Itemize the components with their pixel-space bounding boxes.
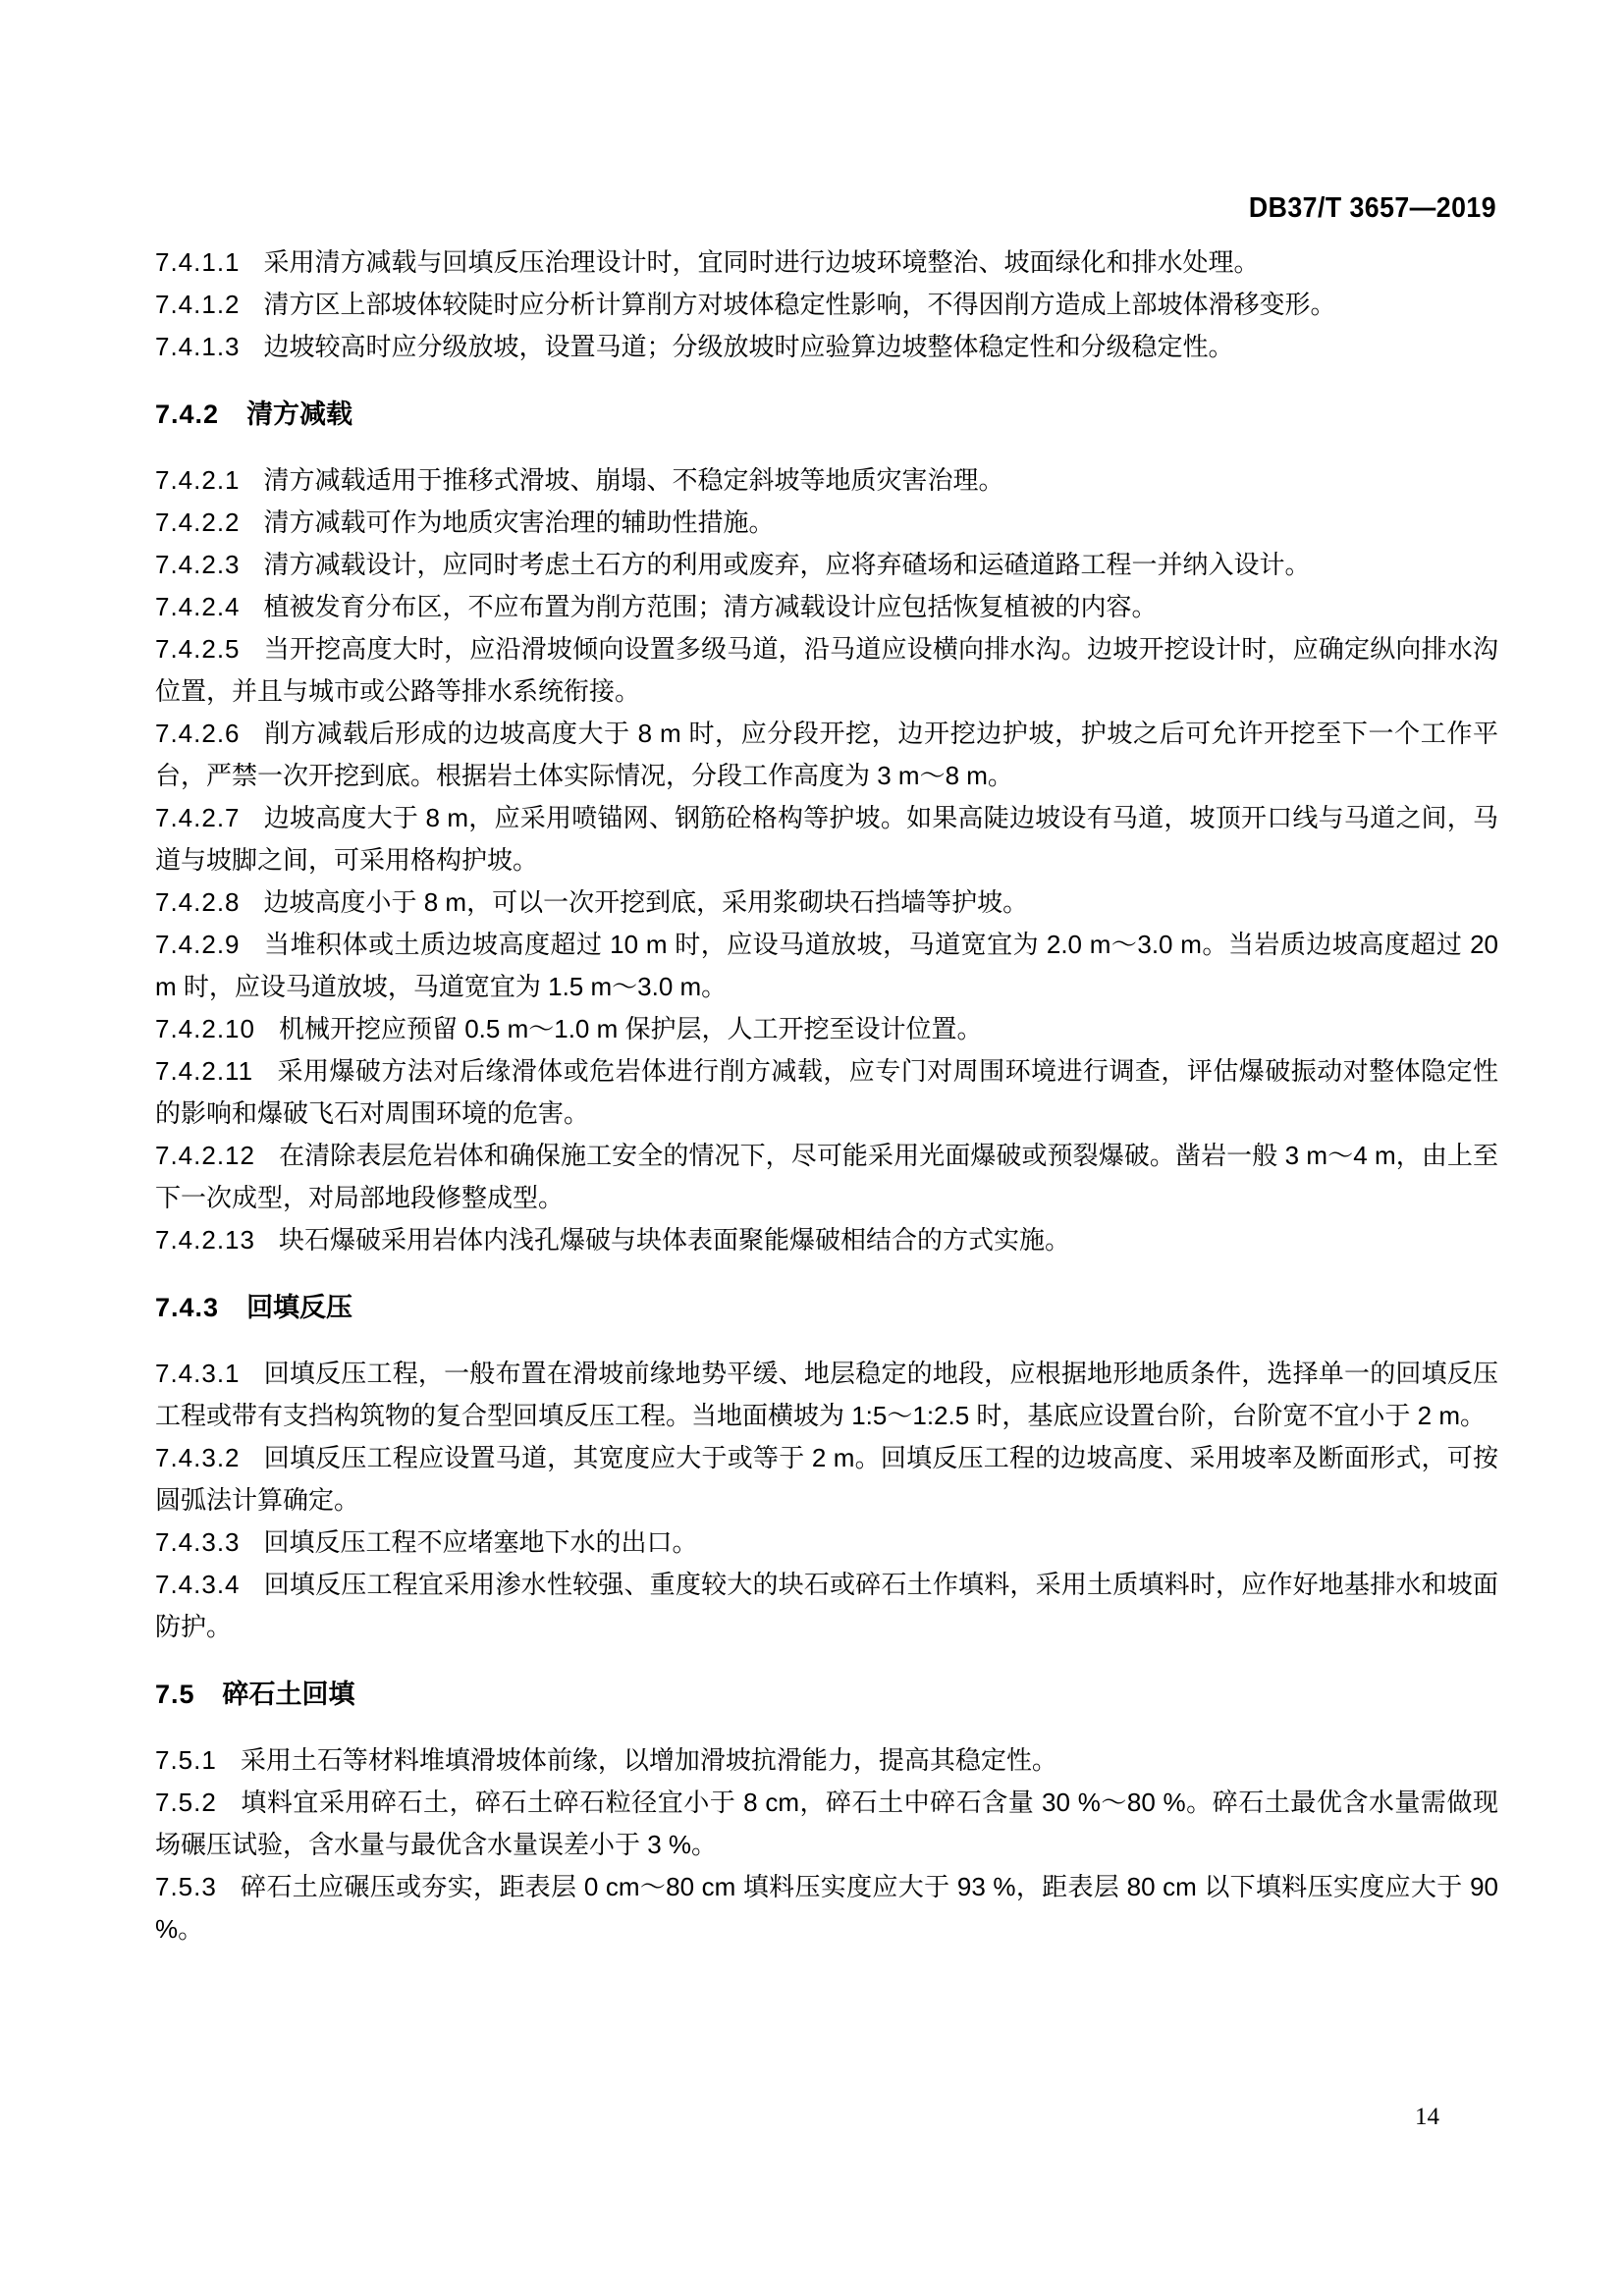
- clause-paragraph: [155, 241, 1498, 284]
- clause-number: 7.4.2.4: [155, 592, 241, 621]
- clause-number: 7.4.2.2: [155, 507, 241, 537]
- clause-text: 采用爆破方法对后缘滑体或危岩体进行削方减载，应专门对周围环境进行调查，评估爆破振动对整体隐定性的影响和爆破飞石对周围环境的危害。: [155, 1056, 1498, 1128]
- clause-number: 7.5.1: [155, 1745, 217, 1775]
- clause-paragraph: [155, 1008, 1498, 1050]
- clause-paragraph: [155, 1135, 1498, 1219]
- clause-paragraph: [155, 1437, 1498, 1522]
- clause-number: 7.4.2.6: [155, 719, 241, 748]
- clause-number: 7.4.3.4: [155, 1570, 241, 1599]
- clause-number: 7.4.1.2: [155, 290, 241, 319]
- clause-number: 7.4.3.1: [155, 1359, 241, 1388]
- clause-number: 7.4.3.2: [155, 1443, 241, 1472]
- clause-number: 7.4.2.10: [155, 1014, 255, 1043]
- clause-paragraph: [155, 1050, 1498, 1135]
- clause-number: 7.4.3.3: [155, 1527, 241, 1557]
- section-heading: [155, 1674, 1498, 1716]
- clause-text: 削方减载后形成的边坡高度大于 8 m 时，应分段开挖，边开挖边护坡，护坡之后可允许开挖至下一个工作平台，严禁一次开挖到底。根据岩土体实际情况，分段工作高度为 3 m～8 m。: [155, 719, 1498, 790]
- clause-number: 7.4.2.5: [155, 634, 241, 664]
- clause-paragraph: [155, 881, 1498, 924]
- clause-number: 7.4.2.9: [155, 930, 241, 959]
- clause-number: 7.4.2.3: [155, 550, 241, 579]
- clause-paragraph: [155, 1219, 1498, 1261]
- clause-text: 清方区上部坡体较陡时应分析计算削方对坡体稳定性影响，不得因削方造成上部坡体滑移变形。: [263, 290, 1336, 319]
- clause-paragraph: [155, 459, 1498, 502]
- clause-text: 采用土石等材料堆填滑坡体前缘，以增加滑坡抗滑能力，提高其稳定性。: [240, 1745, 1057, 1775]
- clause-number: 7.5.3: [155, 1872, 217, 1901]
- clause-paragraph: [155, 713, 1498, 797]
- clause-number: 7.4.1.3: [155, 332, 241, 361]
- section-number: 7.4.2: [155, 400, 220, 429]
- clause-text: 填料宜采用碎石土，碎石土碎石粒径宜小于 8 cm，碎石土中碎石含量 30 %～80 %。碎石土最优含水量需做现场碾压试验，含水量与最优含水量误差小于 3 %。: [155, 1788, 1498, 1859]
- clause-paragraph: [155, 1564, 1498, 1648]
- clause-number: 7.4.2.8: [155, 887, 241, 917]
- section-title: 清方减载: [246, 400, 353, 429]
- clause-paragraph: [155, 1739, 1498, 1782]
- section-number: 7.5: [155, 1680, 195, 1709]
- clause-text: 清方减载设计，应同时考虑土石方的利用或废弃，应将弃碴场和运碴道路工程一并纳入设计。: [263, 550, 1311, 579]
- section-title: 回填反压: [246, 1293, 353, 1322]
- clause-text: 当开挖高度大时，应沿滑坡倾向设置多级马道，沿马道应设横向排水沟。边坡开挖设计时，应确定纵向排水沟位置，并且与城市或公路等排水系统衔接。: [155, 634, 1498, 706]
- clause-text: 机械开挖应预留 0.5 m～1.0 m 保护层，人工开挖至设计位置。: [278, 1014, 983, 1043]
- section-heading: [155, 1287, 1498, 1329]
- clause-text: 回填反压工程宜采用渗水性较强、重度较大的块石或碎石土作填料，采用土质填料时，应作好地基排水和坡面防护。: [155, 1570, 1498, 1641]
- clause-number: 7.4.1.1: [155, 247, 241, 277]
- clause-paragraph: [155, 1353, 1498, 1437]
- clause-paragraph: [155, 586, 1498, 628]
- clause-paragraph: [155, 1522, 1498, 1564]
- clause-text: 边坡高度大于 8 m，应采用喷锚网、钢筋砼格构等护坡。如果高陡边坡设有马道，坡顶开口线与马道之间，马道与坡脚之间，可采用格构护坡。: [155, 803, 1498, 875]
- section-number: 7.4.3: [155, 1293, 220, 1322]
- clause-number: 7.4.2.13: [155, 1225, 255, 1255]
- clause-paragraph: [155, 797, 1498, 881]
- clause-paragraph: [155, 502, 1498, 544]
- clause-text: 植被发育分布区，不应布置为削方范围；清方减载设计应包括恢复植被的内容。: [263, 592, 1158, 621]
- clause-number: 7.5.2: [155, 1788, 217, 1817]
- clause-text: 边坡高度小于 8 m，可以一次开挖到底，采用浆砌块石挡墙等护坡。: [263, 887, 1029, 917]
- clause-paragraph: [155, 326, 1498, 368]
- clause-text: 当堆积体或土质边坡高度超过 10 m 时，应设马道放坡，马道宽宜为 2.0 m～3.0 m。当岩质边坡高度超过 20 m 时，应设马道放坡，马道宽宜为 1.5 m～3.0 m。: [155, 930, 1498, 1001]
- clause-number: 7.4.2.1: [155, 465, 241, 495]
- clause-text: 回填反压工程不应堵塞地下水的出口。: [263, 1527, 698, 1557]
- section-heading: [155, 394, 1498, 436]
- clause-text: 在清除表层危岩体和确保施工安全的情况下，尽可能采用光面爆破或预裂爆破。凿岩一般 3 m～4 m，由上至下一次成型，对局部地段修整成型。: [155, 1141, 1498, 1212]
- clause-paragraph: [155, 1782, 1498, 1866]
- page-number: 14: [1415, 2104, 1439, 2130]
- clause-text: 块石爆破采用岩体内浅孔爆破与块体表面聚能爆破相结合的方式实施。: [278, 1225, 1070, 1255]
- clause-paragraph: [155, 628, 1498, 713]
- section-title: 碎石土回填: [222, 1680, 355, 1709]
- clause-number: 7.4.2.11: [155, 1056, 254, 1086]
- clause-text: 清方减载适用于推移式滑坡、崩塌、不稳定斜坡等地质灾害治理。: [263, 465, 1004, 495]
- clause-text: 碎石土应碾压或夯实，距表层 0 cm～80 cm 填料压实度应大于 93 %，距表层 80 cm 以下填料压实度应大于 90 %。: [155, 1872, 1498, 1944]
- clause-paragraph: [155, 924, 1498, 1008]
- clause-text: 采用清方减载与回填反压治理设计时，宜同时进行边坡环境整治、坡面绿化和排水处理。: [263, 247, 1260, 277]
- standard-number-header: DB37/T 3657—2019: [1248, 192, 1496, 224]
- clause-number: 7.4.2.12: [155, 1141, 255, 1170]
- clause-paragraph: [155, 284, 1498, 326]
- clause-text: 回填反压工程应设置马道，其宽度应大于或等于 2 m。回填反压工程的边坡高度、采用坡率及断面形式，可按圆弧法计算确定。: [155, 1443, 1498, 1515]
- clause-number: 7.4.2.7: [155, 803, 241, 832]
- clause-text: 回填反压工程，一般布置在滑坡前缘地势平缓、地层稳定的地段，应根据地形地质条件，选择单一的回填反压工程或带有支挡构筑物的复合型回填反压工程。当地面横坡为 1:5～1:2.5 时，基底应设置台阶，台阶宽不宜小于 2 m。: [155, 1359, 1498, 1430]
- clause-paragraph: [155, 1866, 1498, 1950]
- clause-paragraph: [155, 544, 1498, 586]
- clause-text: 边坡较高时应分级放坡，设置马道；分级放坡时应验算边坡整体稳定性和分级稳定性。: [263, 332, 1234, 361]
- clause-text: 清方减载可作为地质灾害治理的辅助性措施。: [263, 507, 775, 537]
- document-body: [155, 241, 1498, 1950]
